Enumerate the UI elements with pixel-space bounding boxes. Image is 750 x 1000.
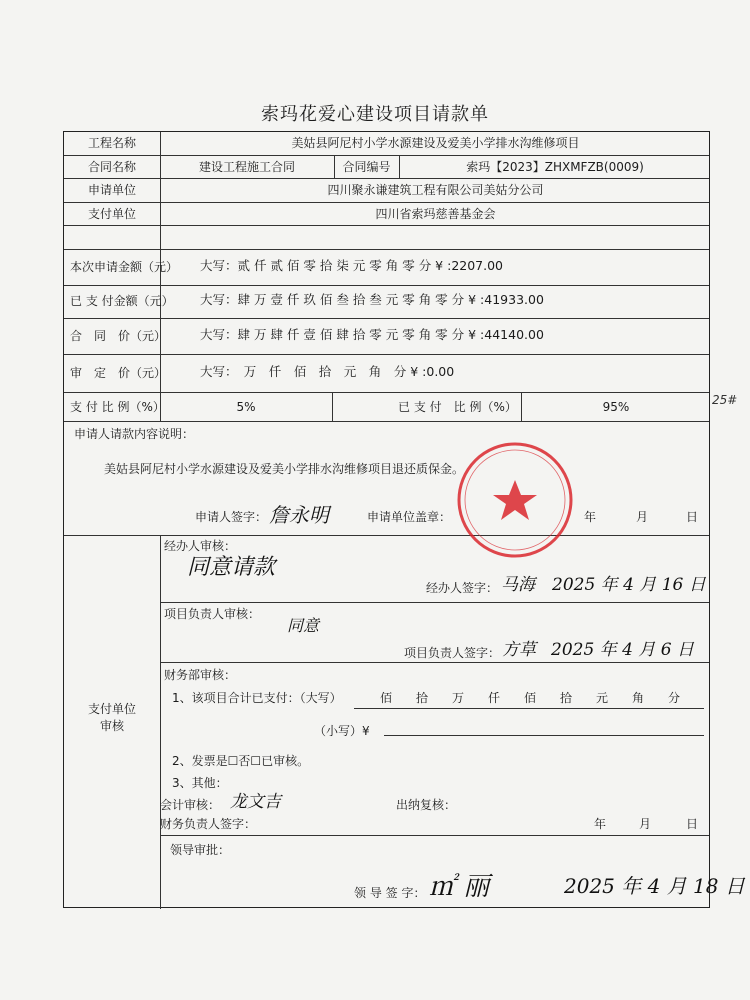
value-ratio: 5% xyxy=(236,400,256,414)
pm-heading: 项目负责人审核： xyxy=(164,607,261,621)
value-paid-ratio: 95% xyxy=(602,400,630,414)
value-applicant: 四川聚永谦建筑工程有限公司美姑分公司 xyxy=(327,183,544,197)
leader-heading: 领导审批： xyxy=(170,843,231,857)
label-applicant: 申请单位 xyxy=(87,183,136,197)
label-approved-price: 审 定 价（元） xyxy=(70,366,167,380)
label-amount-this: 本次申请金额（元） xyxy=(70,260,179,274)
finance-item2: 2、发票是☐否☐已审核。 xyxy=(172,754,310,768)
explanation-text: 美姑县阿尼村小学水源建设及爱美小学排水沟维修项目退还质保金。 xyxy=(104,462,465,476)
explanation-heading: 申请人请款内容说明： xyxy=(74,427,195,441)
value-contract-code: 索玛【2023】ZHXMFZB(0009) xyxy=(466,160,644,174)
label-amount-paid: 已 支 付金额（元） xyxy=(70,294,174,308)
applicant-sign-label: 申请人签字： xyxy=(195,510,268,524)
handler-heading: 经办人审核： xyxy=(164,539,237,553)
finance-item1-units: 佰 拾 万 仟 佰 拾 元 角 分 xyxy=(380,691,681,705)
applicant-signature: 詹永明 xyxy=(269,503,329,527)
finance-item3: 3、其他： xyxy=(172,776,228,790)
label-payer: 支付单位 xyxy=(87,207,136,221)
finance-item1-label: 1、该项目合计已支付：（大写） xyxy=(172,691,342,705)
finance-heading: 财务部审核： xyxy=(164,668,237,682)
leader-date: 2025 年 4 月 18 日 xyxy=(564,874,745,898)
value-project-name: 美姑县阿尼村小学水源建设及爱美小学排水沟维修项目 xyxy=(291,136,580,150)
review-side-label: 支付单位 审核 xyxy=(87,702,136,733)
label-project-name: 工程名称 xyxy=(87,136,136,150)
handler-opinion: 同意请款 xyxy=(187,555,276,580)
pm-date: 2025 年 4 月 6 日 xyxy=(551,640,694,660)
leader-signature: ㎡ 丽 xyxy=(429,872,490,902)
handler-date: 2025 年 4 月 16 日 xyxy=(552,575,706,595)
company-seal-stamp xyxy=(455,440,575,560)
pm-signature: 方草 xyxy=(502,640,536,660)
pm-opinion: 同意 xyxy=(287,616,320,635)
value-amount-this: 大写：贰 仟 贰 佰 零 拾 柒 元 零 角 零 分 ¥ :2207.00 xyxy=(200,258,504,273)
finance-day: 日 xyxy=(686,817,699,831)
cashier-label: 出纳复核： xyxy=(396,798,457,812)
pm-sign-label: 项目负责人签字： xyxy=(404,646,501,660)
finance-head-label: 财务负责人签字： xyxy=(160,817,257,831)
value-payer: 四川省索玛慈善基金会 xyxy=(375,207,496,221)
leader-sign-label: 领 导 签 字： xyxy=(354,886,426,900)
finance-month: 月 xyxy=(639,817,652,831)
value-contract-price: 大写：肆 万 肆 仟 壹 佰 肆 拾 零 元 零 角 零 分 ¥ :44140.00 xyxy=(200,327,544,342)
page-title: 索玛花爱心建设项目请款单 xyxy=(261,104,489,125)
request-form xyxy=(63,131,745,908)
accountant-signature: 龙文吉 xyxy=(230,792,281,812)
value-contract-name: 建设工程施工合同 xyxy=(198,160,295,174)
handler-signature: 马海 xyxy=(501,575,535,595)
date-month: 月 xyxy=(636,510,649,524)
finance-small-label: （小写）¥ xyxy=(314,724,370,738)
label-paid-ratio: 已 支 付 比 例（%） xyxy=(398,400,517,414)
handler-sign-label: 经办人签字： xyxy=(426,581,499,595)
label-contract-price: 合 同 价（元） xyxy=(70,329,167,343)
value-approved-price: 大写： 万 仟 佰 拾 元 角 分 ¥ :0.00 xyxy=(200,364,455,379)
label-ratio: 支 付 比 例（%） xyxy=(70,400,165,414)
accountant-label: 会计审核： xyxy=(160,798,221,812)
date-day: 日 xyxy=(686,510,699,524)
label-contract-code: 合同编号 xyxy=(342,160,391,174)
label-contract-name: 合同名称 xyxy=(87,160,136,174)
side-note: 25# xyxy=(712,393,738,407)
date-year: 年 xyxy=(584,510,597,524)
value-amount-paid: 大写：肆 万 壹 仟 玖 佰 叁 拾 叁 元 零 角 零 分 ¥ :41933.00 xyxy=(200,292,544,307)
finance-year: 年 xyxy=(594,817,607,831)
stamp-label: 申请单位盖章： xyxy=(367,510,452,524)
